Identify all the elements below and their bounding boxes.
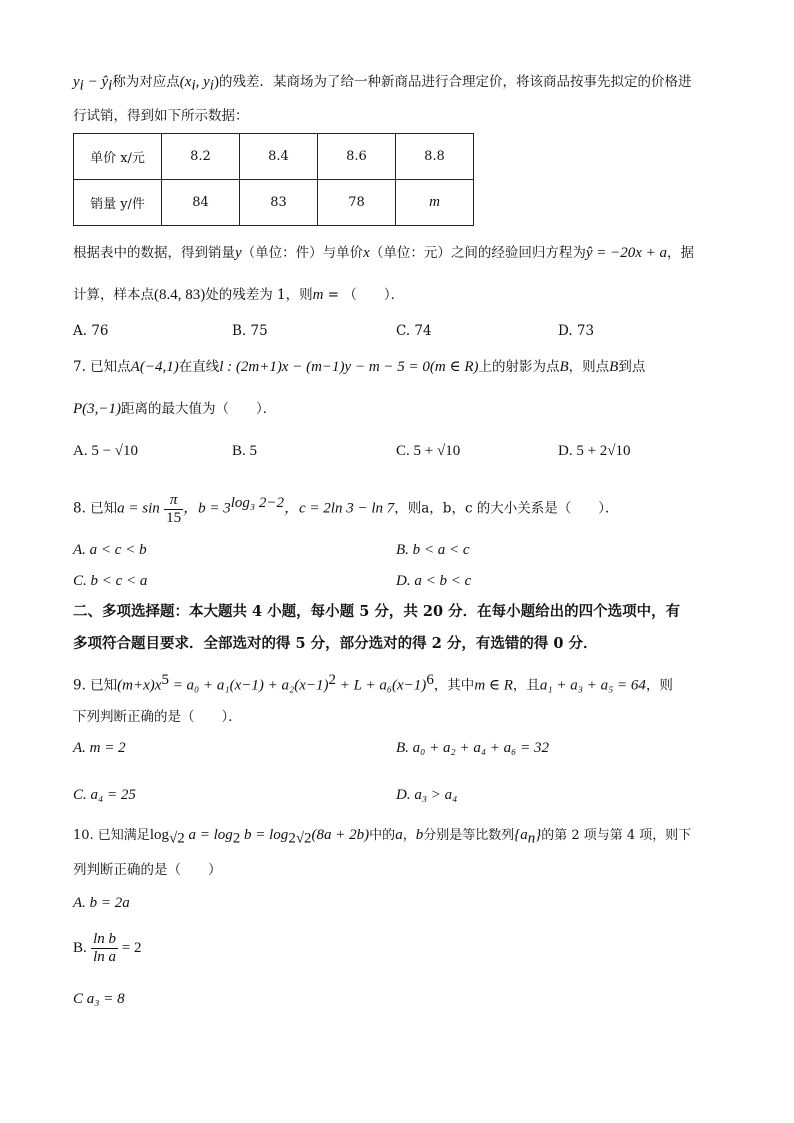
table-cell: 8.4: [240, 134, 318, 180]
q6-option-d: D. 73: [558, 323, 595, 339]
table-row-price: [74, 134, 474, 180]
q8-option-d: D. a < b < c: [396, 573, 472, 589]
text: 计算，样本点: [73, 287, 154, 303]
text: ，且: [512, 677, 540, 694]
fraction-numerator: ln b: [93, 931, 116, 947]
table-cell: m: [396, 180, 474, 226]
math-point: P(3,−1): [73, 401, 122, 417]
q9-option-a: A. m = 2: [73, 740, 126, 756]
text: 上的射影为点: [478, 359, 560, 375]
fraction: [91, 931, 118, 966]
text: ，: [402, 828, 416, 843]
text: 到点: [618, 359, 646, 375]
math-expression: = a₀ + a₁(x−1) + a₂(x−1): [168, 677, 329, 694]
math-equation: ŷ = −20x + a: [585, 245, 668, 261]
q8-option-a: A. a < c < b: [73, 542, 147, 558]
question-number: 9. 已知: [73, 677, 118, 694]
math-point: A(−4,1): [130, 359, 179, 375]
math-var: a: [395, 827, 403, 843]
math-equation: ，b = 3: [183, 500, 231, 517]
section-heading-line-1: 二、多项选择题：本大题共 4 小题，每小题 5 分，共 20 分．在每小题给出的四个选项中，有: [73, 603, 681, 620]
q9-line-2: 下列判断正确的是（ ）．: [73, 709, 242, 725]
q10-option-c: C a₃ = 8: [73, 991, 125, 1007]
question-number: 10. 已知满足: [73, 828, 150, 843]
price-sales-table: [73, 133, 474, 226]
text: 处的残差为 1，则: [205, 287, 313, 303]
math-var: b: [415, 827, 424, 843]
math-sub: √2: [168, 830, 185, 847]
math-sub: 2√2: [288, 830, 312, 847]
math-sub: i: [108, 77, 113, 94]
fraction-denominator: 15: [166, 509, 182, 526]
option-label: B.: [73, 940, 87, 956]
text: （单位：元）之间的经验回归方程为: [369, 245, 586, 261]
q9-option-b: B. a₀ + a₂ + a₄ + a₆ = 32: [396, 740, 550, 756]
math-sub: i: [191, 77, 196, 94]
q7-option-b: B. 5: [232, 443, 258, 459]
math-condition: (m ∈ R): [429, 359, 479, 375]
math-equation: a = sin: [117, 500, 160, 517]
math-exponent: 2: [328, 672, 336, 688]
q9-line-1: [73, 670, 673, 696]
q6-option-a: A. 76: [73, 323, 109, 339]
math-equation: l : (2m+1)x − (m−1)y − m − 5 = 0: [219, 359, 430, 375]
q7-option-c: C. 5 + √10: [396, 443, 461, 459]
table-cell: 83: [240, 180, 318, 226]
math-equation: = 2: [117, 940, 142, 956]
fraction-numerator: π: [164, 492, 183, 510]
math-sequence: {a: [514, 827, 528, 843]
math-yhat: − ŷ: [83, 74, 109, 90]
intro-line-1: [73, 72, 691, 96]
table-header-sales: 销量 y/件: [74, 180, 162, 226]
text: 根据表中的数据，得到销量: [73, 245, 235, 261]
math-exponent: log₃ 2−2: [230, 495, 284, 511]
math-log: a = log: [184, 827, 233, 843]
q6-line-1: [73, 243, 694, 263]
table-cell: 8.2: [162, 134, 240, 180]
math-log: b = log: [240, 827, 289, 843]
math-equation: ，c = 2ln 3 − ln 7: [284, 500, 395, 517]
math-sub: i: [79, 77, 84, 94]
math-var: y: [235, 245, 242, 261]
math-sequence: }: [535, 827, 542, 843]
q10-option-b: [73, 928, 141, 968]
q6-line-2: [73, 285, 404, 305]
math-y: y: [73, 74, 80, 90]
math-point: (x: [179, 74, 192, 90]
math-var: x: [363, 245, 370, 261]
q7-line-2: [73, 399, 276, 419]
text: 分别是等比数列: [423, 828, 515, 843]
q10-line-1: [73, 825, 691, 849]
q8-option-c: C. b < c < a: [73, 573, 148, 589]
text: 距离的最大值为（ ）．: [121, 401, 277, 417]
question-number: 7. 已知点: [73, 359, 131, 375]
q9-option-d: D. a₃ > a₄: [396, 787, 458, 803]
table-cell: 78: [318, 180, 396, 226]
math-exponent: 5: [161, 672, 169, 688]
math-var: m: [312, 287, 324, 303]
q6-option-c: C. 74: [396, 323, 432, 339]
math-var: B: [609, 359, 619, 375]
text: ，则: [645, 677, 673, 694]
text: ，则a，b，c 的大小关系是（ ）．: [394, 500, 619, 517]
table-cell: 8.8: [396, 134, 474, 180]
text: ，其中: [433, 677, 475, 694]
text: = （ ）．: [323, 287, 405, 303]
math-sub: i: [209, 77, 214, 94]
q9-option-c: C. a₄ = 25: [73, 787, 136, 803]
math-log: log: [149, 827, 169, 843]
text: （单位：件）与单价: [241, 245, 364, 261]
intro-line-2: 行试销，得到如下所示数据：: [73, 108, 249, 124]
section-heading-line-2: 多项符合题目要求．全部选对的得 5 分，部分选对的得 2 分，有选错的得 0 分．: [73, 635, 598, 652]
math-condition: m ∈ R: [474, 677, 513, 694]
text: 中的: [369, 828, 396, 843]
fraction-denominator: ln a: [93, 949, 116, 965]
q7-option-a: A. 5 − √10: [73, 443, 139, 459]
text: ，则点: [568, 359, 610, 375]
fraction: [164, 492, 183, 527]
table-row-sales: [74, 180, 474, 226]
table-header-price: 单价 x/元: [74, 134, 162, 180]
math-point: , y: [195, 74, 210, 90]
math-paren: ): [213, 74, 219, 90]
math-sub: n: [527, 830, 536, 847]
math-expression: (8a + 2b): [311, 827, 370, 843]
q7-option-d: D. 5 + 2√10: [558, 443, 631, 459]
text: ，据: [667, 245, 695, 261]
q7-line-1: [73, 357, 645, 377]
text: 的第 2 项与第 4 项，则下: [541, 828, 692, 843]
q10-option-a: A. b = 2a: [73, 895, 130, 911]
math-equation: a₁ + a₃ + a₅ = 64: [539, 677, 646, 694]
text: 称为对应点: [112, 74, 180, 90]
math-expression: (m+x)x: [117, 677, 162, 694]
table-cell: 8.6: [318, 134, 396, 180]
math-expression: + L + a₆(x−1): [336, 677, 427, 694]
question-number: 8. 已知: [73, 500, 118, 517]
q8-option-b: B. b < a < c: [396, 542, 470, 558]
math-sub: 2: [232, 830, 241, 847]
math-point: (8.4, 83): [154, 287, 206, 303]
math-var: B: [559, 359, 569, 375]
table-cell: 84: [162, 180, 240, 226]
text: 的残差．某商场为了给一种新商品进行合理定价，将该商品按事先拟定的价格进: [218, 74, 692, 90]
q8-line: [73, 484, 619, 528]
q6-option-b: B. 75: [232, 323, 268, 339]
text: 在直线: [178, 359, 220, 375]
math-exponent: 6: [426, 672, 434, 688]
q10-line-2: 列判断正确的是（ ）: [73, 862, 222, 878]
